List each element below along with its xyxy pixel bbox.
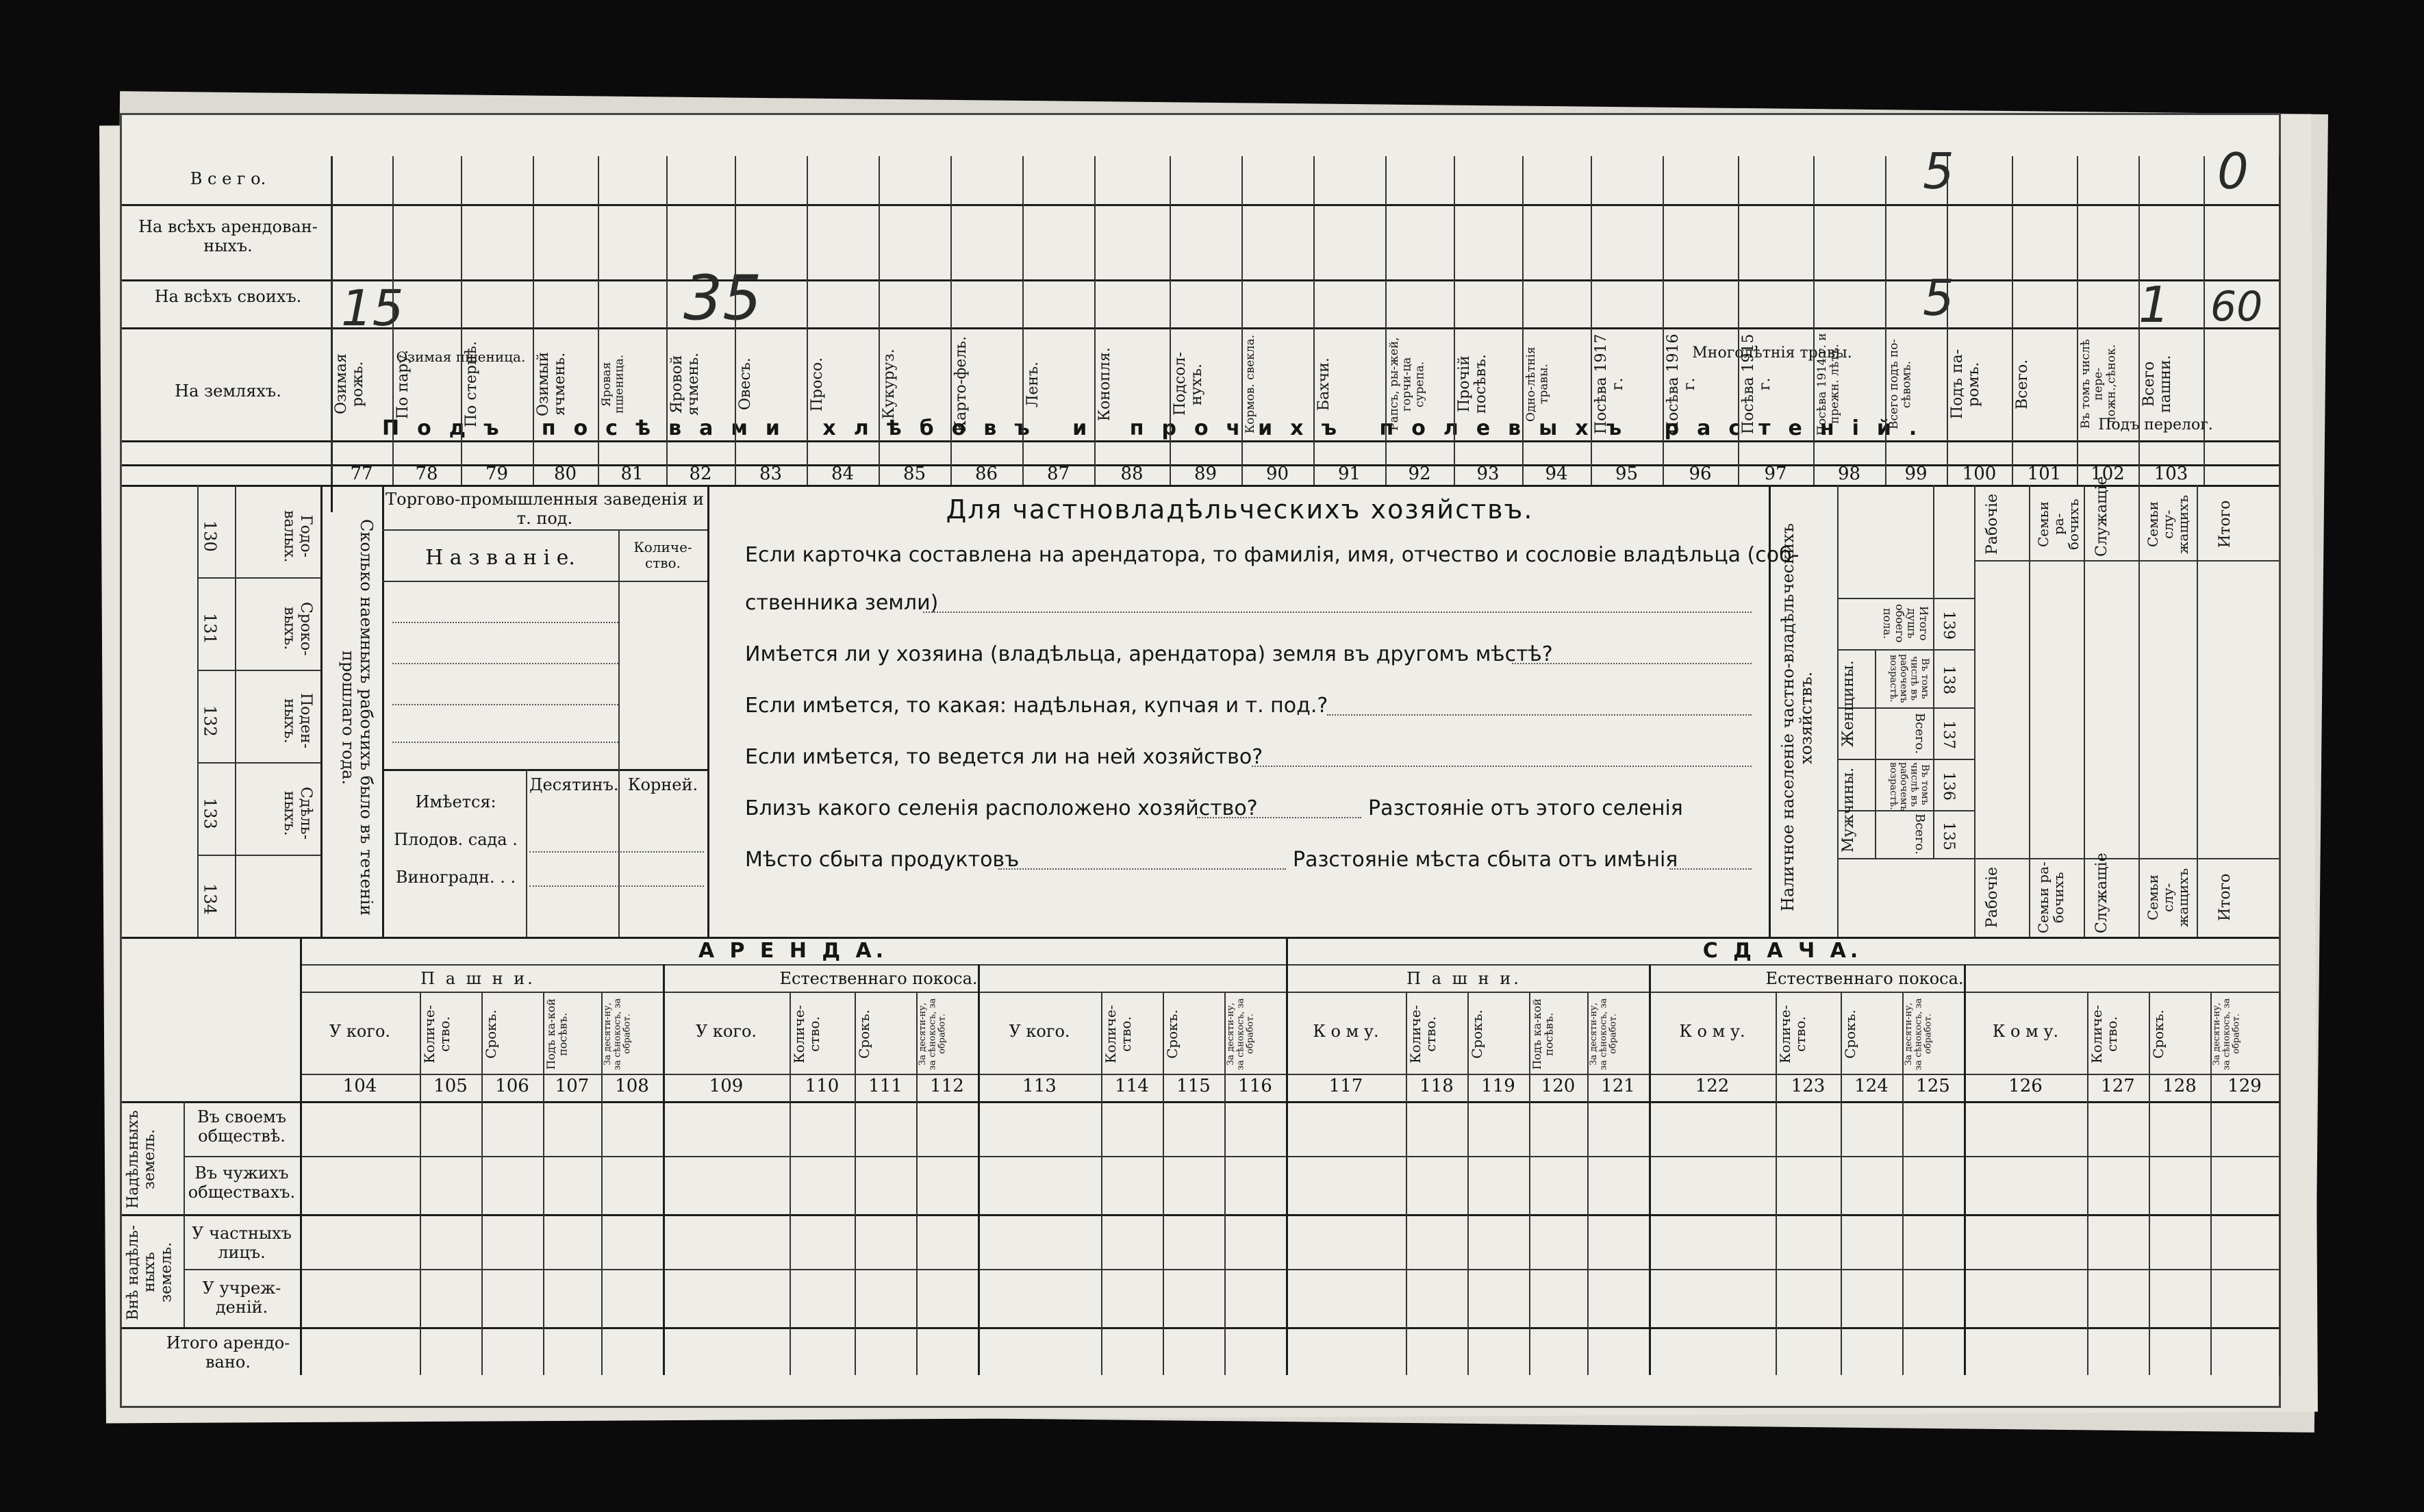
- orchards-label: Плодов. сада .: [394, 830, 518, 849]
- dotted-line: [392, 742, 618, 743]
- grid-line: [2204, 156, 2205, 485]
- lease-col-header: За десяти-ну, за сѣнокосъ, за обработ.: [2212, 998, 2242, 1070]
- column-number: 125: [1916, 1076, 1950, 1096]
- column-number: 83: [759, 464, 783, 484]
- grid-line: [1522, 156, 1524, 485]
- total-label: Всего.: [1912, 814, 1927, 855]
- grid-line: [1170, 156, 1171, 485]
- lease-col-header: Срокъ.: [1469, 1009, 1485, 1059]
- pop-right-bottom: Семьи ра-бочихъ: [2035, 861, 2067, 933]
- lease-col-header: Количе-ство.: [421, 1005, 453, 1063]
- column-number: 109: [709, 1076, 744, 1096]
- column-number: 124: [1854, 1076, 1889, 1096]
- dotted-line: [529, 851, 704, 853]
- lease-col-header: Количе-ство.: [1777, 1005, 1808, 1063]
- grid-line: [320, 485, 323, 937]
- column-number: 94: [1545, 464, 1568, 484]
- lease-col-header: К о м у.: [1313, 1022, 1379, 1041]
- column-number: 108: [615, 1076, 649, 1096]
- livestock-label: Поден-ныхъ.: [280, 693, 314, 749]
- lease-col-header: За десяти-ну, за сѣнокосъ, за обработ.: [918, 998, 948, 1070]
- grid-line: [1933, 485, 1934, 858]
- crop-header: Просо.: [809, 357, 826, 412]
- grid-line: [382, 769, 707, 771]
- pop-right-bottom: Рабочіе: [1984, 867, 2001, 929]
- column-number: 129: [2227, 1076, 2262, 1096]
- crop-header: Подъ па-ромъ.: [1949, 349, 1983, 420]
- grid-line: [950, 156, 952, 485]
- column-number: 104: [342, 1076, 377, 1096]
- row-other-society: Въ чужихъ обществахъ.: [188, 1163, 296, 1202]
- column-number: 98: [1837, 464, 1861, 484]
- handwritten-value: 1: [2138, 276, 2170, 333]
- grid-line: [533, 156, 534, 485]
- pashni-label: П а ш н и.: [1406, 969, 1522, 988]
- grid-line: [707, 485, 709, 937]
- column-number: 89: [1194, 464, 1217, 484]
- pokos-label: Естественнаго покоса.: [1765, 969, 1964, 988]
- working-age-label: Въ томъ числѣ въ рабочемъ возрастѣ.: [1887, 653, 1930, 703]
- livestock-number: 131: [200, 613, 220, 644]
- pop-right-bottom: Итого: [2217, 873, 2234, 922]
- row-institutions: У учреж-деній.: [202, 1278, 281, 1317]
- crop-header: Яровая пшеница.: [600, 354, 627, 414]
- livestock-number: 133: [200, 798, 220, 829]
- crop-header: Въ томъ числѣ пере-ложн.,сѣнок.: [2079, 339, 2119, 429]
- grid-line: [122, 1214, 2279, 1216]
- grid-line: [1094, 156, 1096, 485]
- row-label-lands: На земляхъ.: [175, 381, 281, 401]
- crop-header: Озимый ячмень.: [535, 352, 569, 416]
- column-number: 96: [1689, 464, 1712, 484]
- pop-right-top: Рабочіе: [1984, 494, 2001, 555]
- livestock-label: Сроко-выхъ.: [280, 601, 314, 656]
- grid-line: [1974, 560, 2279, 562]
- row-label-own: На всѣхъ своихъ.: [154, 287, 302, 306]
- arenda-banner: А Р Е Н Д А.: [698, 939, 888, 963]
- grid-line: [382, 529, 707, 531]
- grid-line: [598, 156, 599, 485]
- lease-col-header: Подъ ка-кой посѣвъ.: [1530, 998, 1556, 1070]
- lease-col-header: За десяти-ну, за сѣнокосъ, за обработ.: [1226, 998, 1256, 1070]
- column-number: 82: [689, 464, 712, 484]
- women-label: Женщины.: [1840, 660, 1857, 748]
- handwritten-value: 5: [1923, 269, 1954, 327]
- column-number: 84: [831, 464, 855, 484]
- column-number: 116: [1238, 1076, 1272, 1096]
- dotted-line: [1197, 817, 1361, 818]
- dotted-line: [392, 704, 618, 705]
- column-number: 110: [805, 1076, 839, 1096]
- column-number: 88: [1120, 464, 1144, 484]
- crop-header: Посѣва 1915 г.: [1740, 333, 1774, 435]
- grid-line: [2077, 156, 2078, 485]
- grid-line: [618, 769, 620, 937]
- column-number: 126: [2008, 1076, 2043, 1096]
- column-number: 112: [930, 1076, 964, 1096]
- lease-col-header: Срокъ.: [2150, 1009, 2167, 1059]
- pop-right-top: Служащіе: [2093, 476, 2110, 557]
- ozimaya-pshenitsa-label: Озимая пшеница.: [396, 349, 526, 365]
- crop-header: Ленъ.: [1024, 361, 1041, 407]
- dotted-line: [1512, 663, 1752, 664]
- crops-banner: Подъ посѣвами хлѣбовъ и прочихъ полевыхъ растеній.: [382, 416, 1935, 440]
- men-label: Мужчины.: [1840, 767, 1857, 853]
- crop-header: Прочій посѣвъ.: [1456, 354, 1490, 414]
- column-number: 85: [902, 464, 926, 484]
- census-card: [120, 113, 2281, 1408]
- grid-line: [1875, 649, 1876, 858]
- column-number: 118: [1419, 1076, 1454, 1096]
- lease-col-header: У кого.: [329, 1022, 391, 1041]
- crop-header: Посѣва 1916 г.: [1665, 333, 1699, 435]
- grid-line: [735, 156, 736, 485]
- dotted-line: [392, 622, 618, 623]
- lease-col-header: Срокъ.: [856, 1009, 872, 1059]
- group-allotment: Надѣльныхъ земель.: [125, 1110, 159, 1209]
- column-number: 93: [1476, 464, 1500, 484]
- grid-line: [122, 327, 2279, 329]
- crop-header: Кукуруз.: [881, 349, 898, 420]
- grid-line: [122, 1101, 2279, 1103]
- column-number: 97: [1764, 464, 1787, 484]
- grid-line: [2138, 156, 2140, 485]
- column-number: 91: [1337, 464, 1361, 484]
- livestock-number: 134: [200, 883, 220, 915]
- grid-line: [122, 1327, 2279, 1329]
- livestock-number: 130: [200, 520, 220, 552]
- grid-line: [197, 485, 199, 937]
- grid-line: [1022, 156, 1024, 485]
- hired-workers-label: Сколько наемныхъ рабочихъ было въ теченіи прошлаго года.: [338, 519, 376, 916]
- grid-line: [879, 156, 880, 485]
- dotted-line: [923, 612, 1752, 613]
- grid-line: [1738, 156, 1739, 485]
- crop-header: Всего пашни.: [2141, 355, 2175, 414]
- lease-col-header: За десяти-ну, за сѣнокосъ, за обработ.: [603, 998, 633, 1070]
- dotted-line: [998, 868, 1286, 870]
- grid-line: [1385, 156, 1387, 485]
- grid-line: [2084, 485, 2085, 937]
- pashni-label: П а ш н и.: [420, 969, 535, 988]
- handwritten-value: 60: [2210, 283, 2263, 331]
- lease-col-header: Количе-ство.: [791, 1005, 822, 1063]
- total-label: Всего.: [1912, 712, 1927, 754]
- lease-col-header: Подъ ка-кой посѣвъ.: [544, 998, 570, 1070]
- column-number: 90: [1265, 464, 1289, 484]
- column-number: 95: [1615, 464, 1639, 484]
- lease-col-header: К о м у.: [1679, 1022, 1745, 1041]
- column-number: 80: [553, 464, 577, 484]
- grid-line: [122, 440, 2279, 442]
- grid-line: [1837, 649, 1974, 651]
- crop-header: Карто-фель.: [952, 336, 970, 433]
- grid-line: [1974, 485, 1975, 937]
- pop-right-top: Семьи слу-жащихъ: [2145, 494, 2191, 554]
- column-number: 128: [2162, 1076, 2197, 1096]
- grid-line: [2279, 156, 2280, 485]
- grid-line: [331, 156, 332, 485]
- grid-line: [666, 156, 668, 485]
- crop-header: Озимая рожь.: [333, 353, 367, 415]
- livestock-label: Годо-валых.: [280, 509, 314, 563]
- lease-col-header: У кого.: [695, 1022, 757, 1041]
- form-question: Мѣсто сбыта продуктовъ: [745, 848, 1020, 872]
- crop-header: Рапсъ, ры-жей, горчи-ца сурепа.: [1387, 337, 1427, 431]
- lease-col-header: Срокъ.: [1842, 1009, 1858, 1059]
- form-question: Если карточка составлена на арендатора, то фамилія, имя, отчество и сословіе владѣльца (соб-: [745, 543, 1800, 567]
- form-question: Имѣется ли у хозяина (владѣльца, арендатора) земля въ другомъ мѣстѣ?: [745, 642, 1553, 666]
- dotted-line: [529, 885, 704, 887]
- grid-line: [526, 769, 527, 937]
- column-number: 107: [555, 1076, 590, 1096]
- mnogoletnie-label: Многолѣтнія травы.: [1692, 344, 1852, 362]
- livestock-label: Сдѣль-ныхъ.: [280, 787, 314, 840]
- trade-qty-col: Количе-ство.: [633, 539, 692, 571]
- lease-col-header: У кого.: [1009, 1022, 1070, 1041]
- column-number: 113: [1022, 1076, 1057, 1096]
- row-label-total: В с е г о.: [190, 169, 266, 188]
- column-number: 92: [1408, 464, 1431, 484]
- column-number: 103: [2154, 464, 2188, 484]
- pop-right-top: Итого: [2217, 500, 2234, 549]
- column-number: 121: [1601, 1076, 1635, 1096]
- pop-number: 136: [1940, 772, 1958, 801]
- private-form-title: Для частновладѣльческихъ хозяйствъ.: [946, 494, 1534, 525]
- crop-header: Конопля.: [1096, 347, 1113, 421]
- lease-col-header: Срокъ.: [1164, 1009, 1181, 1059]
- lease-col-header: Количе-ство.: [1102, 1005, 1134, 1063]
- form-question: Разстояніе отъ этого селенія: [1368, 796, 1683, 820]
- grid-line: [1837, 759, 1974, 760]
- grid-line: [197, 762, 320, 764]
- group-non-allotment: Внѣ надѣль-ныхъ земель.: [125, 1224, 175, 1320]
- trade-title: Торгово-промышленныя заведенія и т. под.: [386, 490, 704, 528]
- column-number: 117: [1328, 1076, 1363, 1096]
- pop-right-bottom: Служащіе: [2093, 853, 2110, 933]
- grid-line: [184, 1101, 185, 1327]
- lease-col-header: Количе-ство.: [1407, 1005, 1439, 1063]
- crop-header: Яровой ячмень.: [668, 352, 703, 416]
- column-number: 100: [1962, 464, 1997, 484]
- column-number: 122: [1695, 1076, 1730, 1096]
- lease-col-header: За десяти-ну, за сѣнокосъ, за обработ.: [1904, 998, 1934, 1070]
- grid-line: [1454, 156, 1455, 485]
- vineyards-label: Виноградн. . .: [395, 868, 516, 887]
- grid-line: [122, 485, 2279, 487]
- grid-line: [300, 1074, 2279, 1075]
- row-own-society: Въ своемъ обществѣ.: [197, 1107, 287, 1146]
- pop-number: 135: [1940, 821, 1958, 850]
- grid-line: [300, 964, 2279, 966]
- crop-header: По стернѣ.: [463, 341, 480, 427]
- pokos-label: Естественнаго покоса.: [779, 969, 978, 988]
- column-number: 102: [2091, 464, 2125, 484]
- crop-header: По пару.: [394, 349, 412, 419]
- lease-col-header: Количе-ство.: [2088, 1005, 2120, 1063]
- lease-col-header: К о м у.: [1992, 1022, 2059, 1041]
- lease-col-header: Срокъ.: [483, 1009, 499, 1059]
- column-number: 120: [1541, 1076, 1576, 1096]
- grid-line: [461, 156, 462, 485]
- grid-line: [1947, 156, 1948, 485]
- crop-header: Бахчи.: [1315, 357, 1333, 411]
- grid-line: [1837, 598, 1974, 599]
- handwritten-value: 35: [683, 262, 762, 334]
- grid-line: [1591, 156, 1592, 485]
- crop-header: Всего.: [2014, 359, 2031, 410]
- column-number: 86: [974, 464, 998, 484]
- crop-header: Овесъ.: [737, 357, 754, 411]
- desyatin-col: Десятинъ.: [529, 775, 619, 794]
- grid-line: [1837, 858, 1974, 859]
- form-question: Разстояніе мѣста сбыта отъ имѣнія: [1293, 848, 1678, 872]
- grid-line: [392, 156, 394, 485]
- handwritten-value: 5: [1923, 142, 1954, 200]
- handwritten-value: 15: [341, 279, 404, 337]
- grid-line: [807, 156, 808, 485]
- grid-line: [300, 992, 2279, 993]
- handwritten-value: 0: [2217, 142, 2249, 200]
- pop-right-bottom: Семьи слу-жащихъ: [2145, 868, 2191, 927]
- sdacha-banner: С Д А Ч А.: [1702, 939, 1863, 963]
- working-age-label: Въ томъ числѣ въ рабочемъ возрастѣ.: [1887, 762, 1930, 811]
- form-question: Близъ какого селенія расположено хозяйство?: [745, 796, 1258, 820]
- form-question: ственника земли): [745, 591, 939, 615]
- has-label: Имѣется:: [415, 792, 496, 811]
- row-private: У частныхъ лицъ.: [192, 1224, 292, 1262]
- grid-line: [2012, 156, 2013, 485]
- grid-line: [1974, 858, 2279, 859]
- dotted-line: [1327, 714, 1752, 716]
- grid-line: [1313, 156, 1315, 485]
- grid-line: [382, 485, 384, 937]
- pod-perelog-label: Подъ перелог.: [2098, 416, 2213, 433]
- grid-line: [1837, 485, 1839, 937]
- grid-line: [382, 581, 707, 582]
- grid-line: [197, 670, 320, 671]
- crop-header: Посѣва 1914 г. и прежн. лѣтъ.: [1815, 333, 1842, 436]
- livestock-number: 132: [200, 705, 220, 737]
- grid-line: [197, 855, 320, 856]
- pop-number: 138: [1940, 666, 1958, 694]
- grid-line: [1813, 156, 1815, 485]
- grid-line: [1885, 156, 1886, 485]
- total-both-label: Итого душъ обоего пола.: [1881, 604, 1930, 643]
- row-total-leased: Итого арендо-вано.: [166, 1333, 290, 1372]
- grid-line: [235, 485, 236, 937]
- row-label-leased: На всѣхъ арендован-ныхъ.: [138, 217, 318, 255]
- column-number: 114: [1115, 1076, 1149, 1096]
- pop-number: 137: [1940, 720, 1958, 749]
- column-number: 115: [1176, 1076, 1211, 1096]
- grid-line: [2138, 485, 2140, 937]
- grid-line: [2279, 992, 2280, 1375]
- population-title: Наличное населеніе частно-владѣльческихъ хозяйствъ.: [1778, 523, 1816, 912]
- dotted-line: [1669, 868, 1752, 870]
- pop-number: 139: [1940, 611, 1958, 640]
- dotted-line: [392, 663, 618, 664]
- column-number: 123: [1791, 1076, 1826, 1096]
- column-number: 81: [620, 464, 644, 484]
- crop-header: Одно-лѣтнія травы.: [1524, 346, 1551, 422]
- grid-line: [122, 204, 2279, 206]
- column-number: 79: [485, 464, 509, 484]
- pop-right-top: Семьи ра-бочихъ: [2035, 499, 2082, 550]
- crop-header: Кормов. свекла.: [1243, 334, 1257, 434]
- form-question: Если имѣется, то ведется ли на ней хозяйство?: [745, 745, 1263, 769]
- column-number: 99: [1904, 464, 1928, 484]
- column-number: 106: [495, 1076, 529, 1096]
- grid-line: [2029, 485, 2030, 937]
- crop-header: Всего подъ по-сѣвомъ.: [1887, 338, 1914, 430]
- grid-line: [2197, 485, 2198, 937]
- form-question: Если имѣется, то какая: надѣльная, купчая и т. под.?: [745, 694, 1328, 718]
- crop-header: Посѣва 1917 г.: [1593, 333, 1627, 435]
- grid-line: [197, 577, 320, 579]
- grid-line: [1241, 156, 1243, 485]
- column-number: 127: [2101, 1076, 2135, 1096]
- trade-name-col: Н а з в а н і е.: [425, 546, 575, 570]
- column-number: 101: [2027, 464, 2062, 484]
- column-number: 77: [350, 464, 373, 484]
- lease-col-header: За десяти-ну, за сѣнокосъ, за обработ.: [1589, 998, 1619, 1070]
- crop-header: Подсол-нухъ.: [1172, 352, 1206, 416]
- korney-col: Корней.: [627, 775, 698, 794]
- column-number: 111: [868, 1076, 902, 1096]
- grid-line: [122, 279, 2279, 281]
- column-number: 119: [1481, 1076, 1515, 1096]
- dotted-line: [1252, 766, 1752, 767]
- column-number: 78: [415, 464, 438, 484]
- column-number: 105: [433, 1076, 468, 1096]
- grid-line: [1663, 156, 1664, 485]
- column-number: 87: [1046, 464, 1070, 484]
